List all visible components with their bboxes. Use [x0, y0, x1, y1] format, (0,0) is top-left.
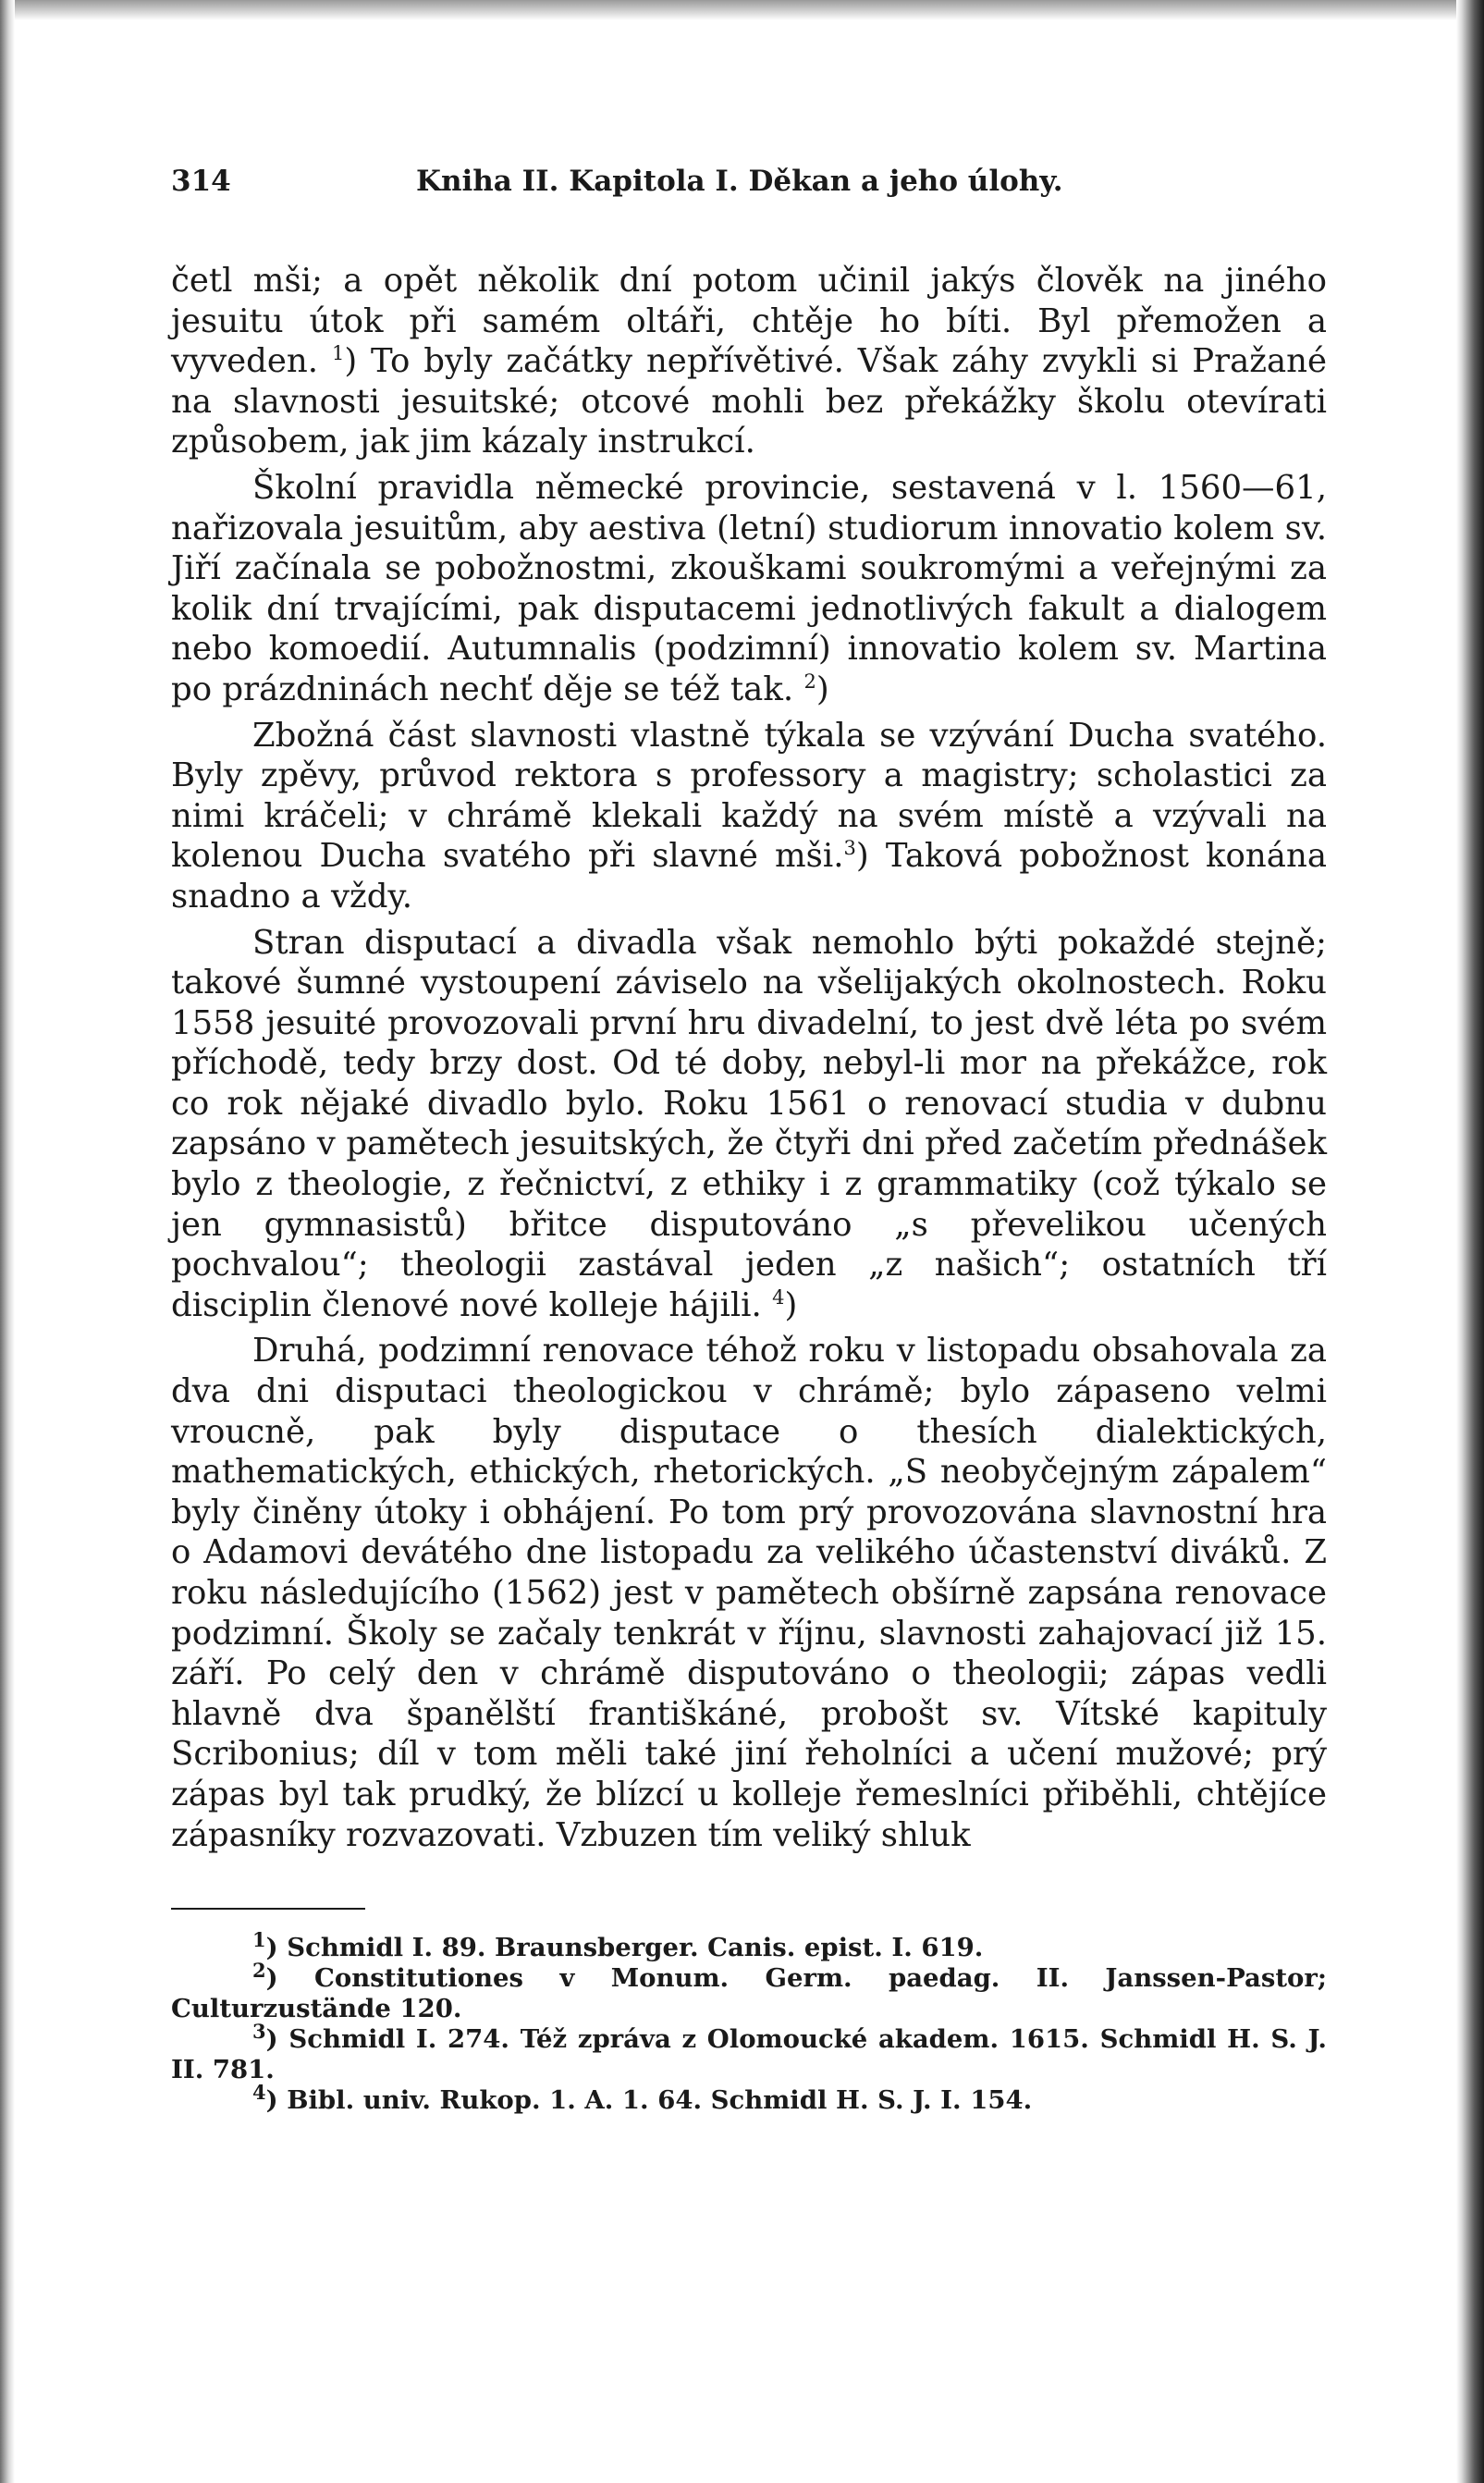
footnote-divider [171, 1908, 365, 1910]
footnote-text: ) Constitutiones v Monum. Germ. paedag. II. Janssen-Pastor; Culturzustände 120. [171, 1963, 1327, 2023]
scan-edge-right [1456, 0, 1484, 2483]
footnote-mark: 4 [252, 2080, 266, 2104]
scan-edge-left [0, 0, 15, 2483]
paragraph-text: ) Taková pobožnost konána snadno a vždy. [171, 837, 1327, 916]
footnote-2 [171, 1958, 1327, 2024]
paragraph-text: ) [784, 1285, 798, 1324]
paragraph-text: ) [816, 670, 829, 708]
footnote-4 [171, 2080, 1327, 2116]
paragraph-text: Školní pravidla německé provincie, sestavená v l. 1560—61, nařizovala jesuitům, aby aestiva (letní) studiorum innovatio kolem sv. Jiří začínala se pobožnostmi, zkouškami soukromými a veřejnými za kolik dní trvajícími, pak disputacemi jednotlivých fakult a dialogem nebo komoedií. Autumnalis (podzimní) innovatio kolem sv. Martina po prázdninách nechť děje se též tak. [171, 468, 1327, 708]
footnote-text: ) Bibl. univ. Rukop. 1. A. 1. 64. Schmidl H. S. J. I. 154. [265, 2085, 1033, 2115]
body-text [171, 261, 1327, 1855]
footnote-mark: 3 [252, 2019, 266, 2043]
paragraph-text: Zbožná část slavnosti vlastně týkala se vzývání Ducha svatého. Byly zpěvy, průvod rektora s professory a magistry; scholastici za nimi kráčeli; v chrámě klekali každý na svém místě a vzývali na kolenou Ducha svatého při slavné mši. [171, 716, 1327, 876]
footnote-text: ) Schmidl I. 274. Též zpráva z Olomoucké akadem. 1615. Schmidl H. S. J. II. 781. [171, 2024, 1327, 2084]
page-number: 314 [171, 165, 231, 198]
footnote-mark: 2 [252, 1958, 266, 1982]
paragraph-1 [171, 261, 1327, 462]
paragraph-text: Druhá, podzimní renovace téhož roku v listopadu obsahovala za dva dni disputaci theologickou v chrámě; bylo zápaseno velmi vroucně, pak byly disputace o thesích dialektických, mathematických, ethických, rhetorických. „S neobyčejným zápalem“ byly činěny útoky i obhájení. Po tom prý provozována slavnostní hra o Adamovi devátého dne listopadu za velikého účastenství diváků. Z roku následujícího (1562) jest v pamětech obšírně zapsána renovace podzimní. Školy se začaly tenkrát v říjnu, slavnosti zahajovací již 15. září. Po celý den v chrámě disputováno o theologii; zápas vedli hlavně dva španělští františkáné, probošt sv. Vítské kapituly Scribonius; díl v tom měli také jiní řeholníci a učení mužové; prý zápas byl tak prudký, že blízcí u kolleje řemeslníci přiběhli, chtějíce zápasníky rozvazovati. Vzbuzen tím veliký shluk [171, 1332, 1327, 1854]
footnote-ref: 4 [772, 1286, 785, 1309]
footnote-ref: 1 [331, 342, 345, 365]
paragraph-2 [171, 468, 1327, 710]
running-head [171, 165, 1327, 202]
paragraph-5 [171, 1331, 1327, 1855]
footnote-ref: 2 [803, 670, 816, 694]
paragraph-text: Stran disputací a divadla však nemohlo býti pokaždé stejně; takové šumné vystoupení záviselo na všelijakých okolnostech. Roku 1558 jesuité provozovali první hru divadelní, to jest dvě léta po svém příchodě, tedy brzy dost. Od té doby, nebyl-li mor na překážce, rok co rok nějaké divadlo bylo. Roku 1561 o renovací studia v dubnu zapsáno v pamětech jesuitských, že čtyři dni před začetím přednášek bylo z theologie, z řečnictví, z ethiky i z grammatiky (což týkalo se jen gymnasistů) břitce disputováno „s převelikou učených pochvalou“; theologii zastával jeden „z našich“; ostatních tří disciplin členové nové kolleje hájili. [171, 923, 1327, 1324]
running-title: Kniha II. Kapitola I. Děkan a jeho úlohy. [416, 165, 1063, 198]
footnote-ref: 3 [843, 837, 856, 860]
paragraph-text: ) To byly začátky nepřívětivé. Však záhy zvykli si Pražané na slavnosti jesuitské; otcové mohli bez překážky školu otevírati způsobem, jak jim kázaly instrukcí. [171, 342, 1328, 461]
scan-edge-top [0, 0, 1484, 20]
footnote-3 [171, 2019, 1327, 2085]
paragraph-4 [171, 923, 1327, 1326]
paragraph-text: četl mši; a opět několik dní potom učinil jakýs člověk na jiného jesuitu útok při samém oltáři, chtěje ho bíti. Byl přemožen a vyveden. [171, 262, 1327, 381]
footnote-1 [171, 1927, 1327, 1963]
footnote-text: ) Schmidl I. 89. Braunsberger. Canis. epist. I. 619. [265, 1933, 984, 1962]
footnotes [171, 1927, 1327, 2116]
footnote-mark: 1 [252, 1927, 266, 1951]
paragraph-3 [171, 716, 1327, 917]
